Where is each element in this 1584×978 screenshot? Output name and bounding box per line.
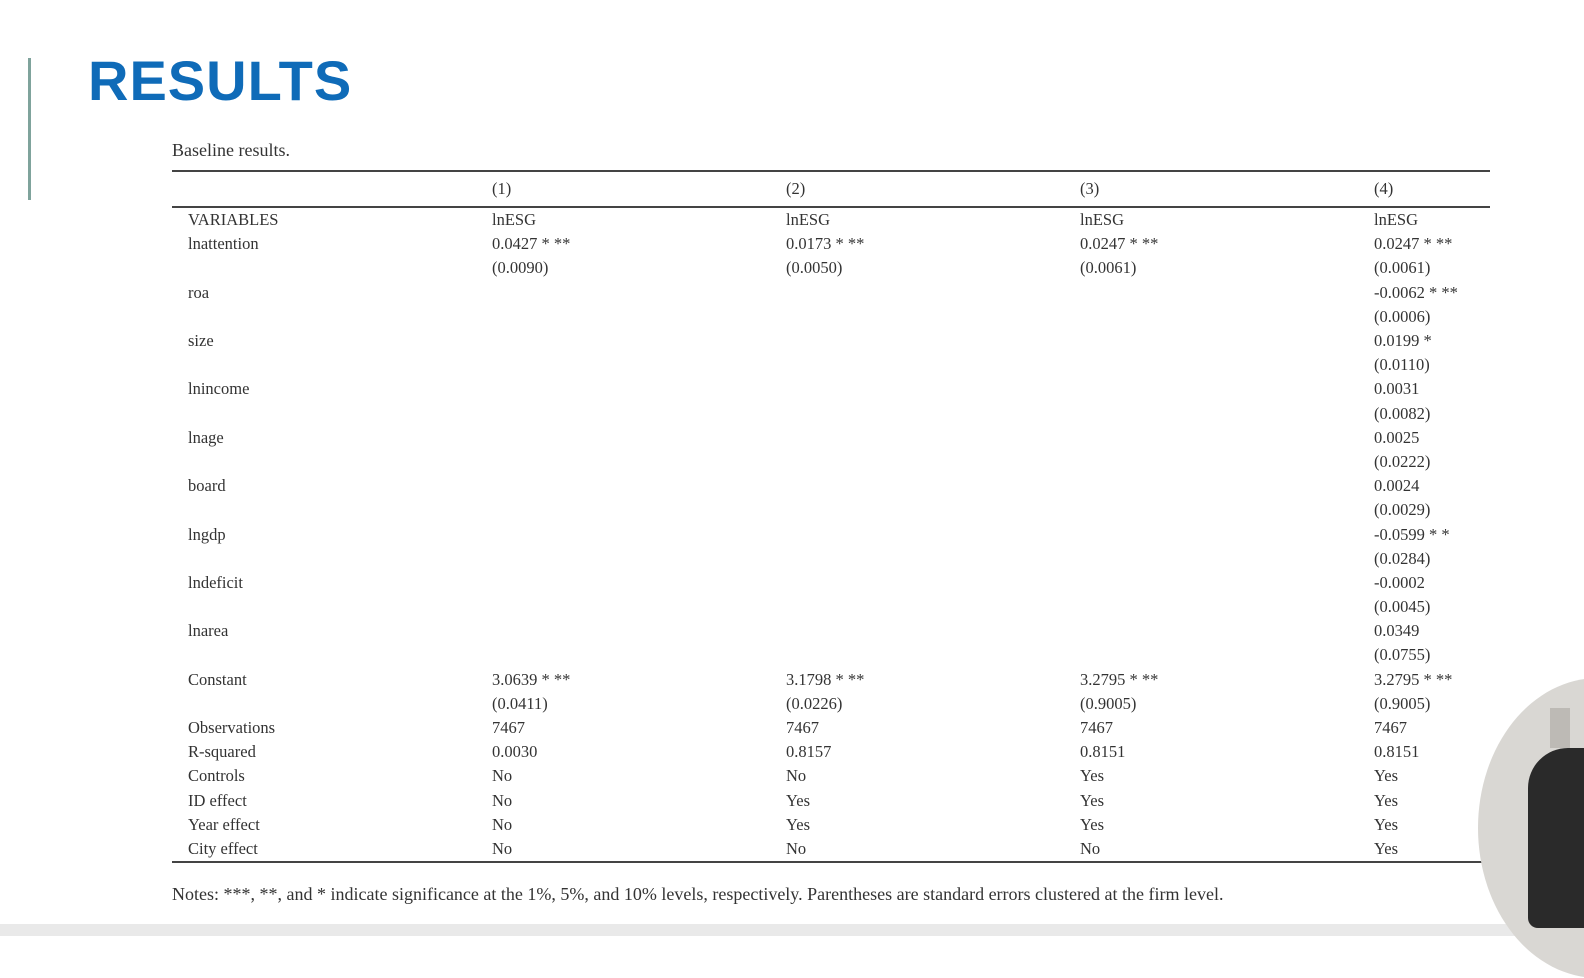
- table-row: [172, 474, 1490, 498]
- table-row: [172, 426, 1490, 450]
- table-cell: 7467: [492, 718, 525, 738]
- table-cell: lnESG: [1080, 210, 1125, 230]
- table-row: [172, 837, 1490, 861]
- row-label: lnage: [188, 427, 224, 447]
- table-cell: (0.0284): [1374, 548, 1431, 568]
- table-cell: (0.0411): [492, 693, 548, 713]
- column-header: (4): [1374, 179, 1394, 198]
- table-cell: (0.9005): [1374, 693, 1431, 713]
- table-bottom-rule: [172, 861, 1490, 863]
- row-label: board: [188, 476, 226, 496]
- table-cell: lnESG: [492, 210, 537, 230]
- table-cell: Yes: [1374, 838, 1399, 858]
- table-cell: (0.0045): [1374, 597, 1431, 617]
- webcam-background: [1550, 708, 1570, 748]
- table-row: [172, 789, 1490, 813]
- row-label: lndeficit: [188, 572, 243, 592]
- table-row: [172, 595, 1490, 619]
- table-caption: Baseline results.: [172, 140, 290, 160]
- table-cell: (0.0006): [1374, 306, 1431, 326]
- table-cell: Yes: [1374, 814, 1399, 834]
- table-cell: Yes: [1080, 766, 1105, 786]
- table-row: [172, 208, 1490, 232]
- table-cell: 0.0024: [1374, 476, 1420, 496]
- slide-title: RESULTS: [88, 49, 353, 112]
- table-cell: (0.0090): [492, 258, 549, 278]
- table-cell: 0.0427 * **: [492, 234, 571, 254]
- table-cell: lnESG: [786, 210, 831, 230]
- table-cell: 0.0247 * **: [1080, 234, 1159, 254]
- table-cell: No: [1080, 838, 1101, 858]
- accent-bar: [28, 58, 31, 200]
- table-header-row: [172, 172, 1490, 206]
- table-body: [172, 208, 1490, 861]
- row-label: lngdp: [188, 524, 226, 544]
- table-row: [172, 377, 1490, 401]
- table-row: [172, 571, 1490, 595]
- row-label: R-squared: [188, 742, 256, 762]
- table-row: [172, 402, 1490, 426]
- table-cell: 3.2795 * **: [1080, 669, 1159, 689]
- table-cell: (0.0755): [1374, 645, 1431, 665]
- table-cell: 7467: [1080, 718, 1113, 738]
- table-row: [172, 619, 1490, 643]
- table-cell: -0.0062 * **: [1374, 282, 1458, 302]
- table-cell: 0.0030: [492, 742, 538, 762]
- table-cell: Yes: [786, 814, 811, 834]
- column-header: (1): [492, 179, 512, 198]
- row-label: ID effect: [188, 790, 247, 810]
- column-header: (2): [786, 179, 806, 198]
- table-notes: Notes: ***, **, and * indicate significance at the 1%, 5%, and 10% levels, respectively. Parentheses are standard errors clustered at the firm level.: [172, 884, 1224, 904]
- table-row: [172, 232, 1490, 256]
- row-label: Constant: [188, 669, 247, 689]
- table-row: [172, 692, 1490, 716]
- row-label: lnarea: [188, 621, 229, 641]
- table-cell: 0.8151: [1080, 742, 1126, 762]
- table-cell: 3.0639 * **: [492, 669, 571, 689]
- table-cell: No: [786, 766, 807, 786]
- table-cell: lnESG: [1374, 210, 1419, 230]
- table-cell: Yes: [786, 790, 811, 810]
- table-cell: (0.0222): [1374, 451, 1431, 471]
- row-label: lnattention: [188, 234, 259, 254]
- results-table: [172, 170, 1490, 863]
- table-cell: -0.0599 * *: [1374, 524, 1450, 544]
- table-row: [172, 522, 1490, 546]
- table-cell: 3.2795 * **: [1374, 669, 1453, 689]
- table-row: [172, 281, 1490, 305]
- table-cell: 7467: [786, 718, 819, 738]
- table-row: [172, 813, 1490, 837]
- row-label: Controls: [188, 766, 245, 786]
- table-row: [172, 305, 1490, 329]
- presenter-silhouette: [1528, 748, 1584, 928]
- table-cell: (0.0082): [1374, 403, 1431, 423]
- table-cell: (0.0061): [1080, 258, 1137, 278]
- table-row: [172, 329, 1490, 353]
- table-cell: 0.0199 *: [1374, 331, 1432, 351]
- bottom-band: [0, 924, 1584, 936]
- table-cell: 0.0025: [1374, 427, 1420, 447]
- table-cell: No: [492, 766, 513, 786]
- table-cell: 0.0173 * **: [786, 234, 865, 254]
- table-cell: 0.0247 * **: [1374, 234, 1453, 254]
- table-cell: (0.0110): [1374, 355, 1430, 375]
- table-cell: 7467: [1374, 718, 1407, 738]
- table-cell: -0.0002: [1374, 572, 1425, 592]
- table-cell: Yes: [1080, 814, 1105, 834]
- table-cell: No: [492, 814, 513, 834]
- row-label: VARIABLES: [188, 210, 279, 230]
- table-row: [172, 764, 1490, 788]
- table-row: [172, 740, 1490, 764]
- table-row: [172, 643, 1490, 667]
- table-cell: (0.0029): [1374, 500, 1431, 520]
- table-row: [172, 450, 1490, 474]
- table-row: [172, 716, 1490, 740]
- table-row: [172, 668, 1490, 692]
- table-cell: Yes: [1374, 790, 1399, 810]
- column-header: (3): [1080, 179, 1100, 198]
- row-label: Year effect: [188, 814, 260, 834]
- row-label: City effect: [188, 838, 258, 858]
- table-cell: Yes: [1080, 790, 1105, 810]
- row-label: lnincome: [188, 379, 250, 399]
- table-cell: No: [492, 838, 513, 858]
- table-cell: 3.1798 * **: [786, 669, 865, 689]
- table-cell: (0.0050): [786, 258, 843, 278]
- table-cell: 0.8151: [1374, 742, 1420, 762]
- table-cell: (0.9005): [1080, 693, 1137, 713]
- row-label: size: [188, 331, 214, 351]
- table-row: [172, 498, 1490, 522]
- table-cell: 0.0349: [1374, 621, 1420, 641]
- table-row: [172, 353, 1490, 377]
- row-label: Observations: [188, 718, 276, 738]
- table-row: [172, 256, 1490, 280]
- table-cell: Yes: [1374, 766, 1399, 786]
- table-cell: (0.0061): [1374, 258, 1431, 278]
- table-cell: (0.0226): [786, 693, 843, 713]
- table-row: [172, 547, 1490, 571]
- table-cell: 0.8157: [786, 742, 832, 762]
- row-label: roa: [188, 282, 210, 302]
- table-cell: No: [786, 838, 807, 858]
- table-cell: No: [492, 790, 513, 810]
- table-cell: 0.0031: [1374, 379, 1420, 399]
